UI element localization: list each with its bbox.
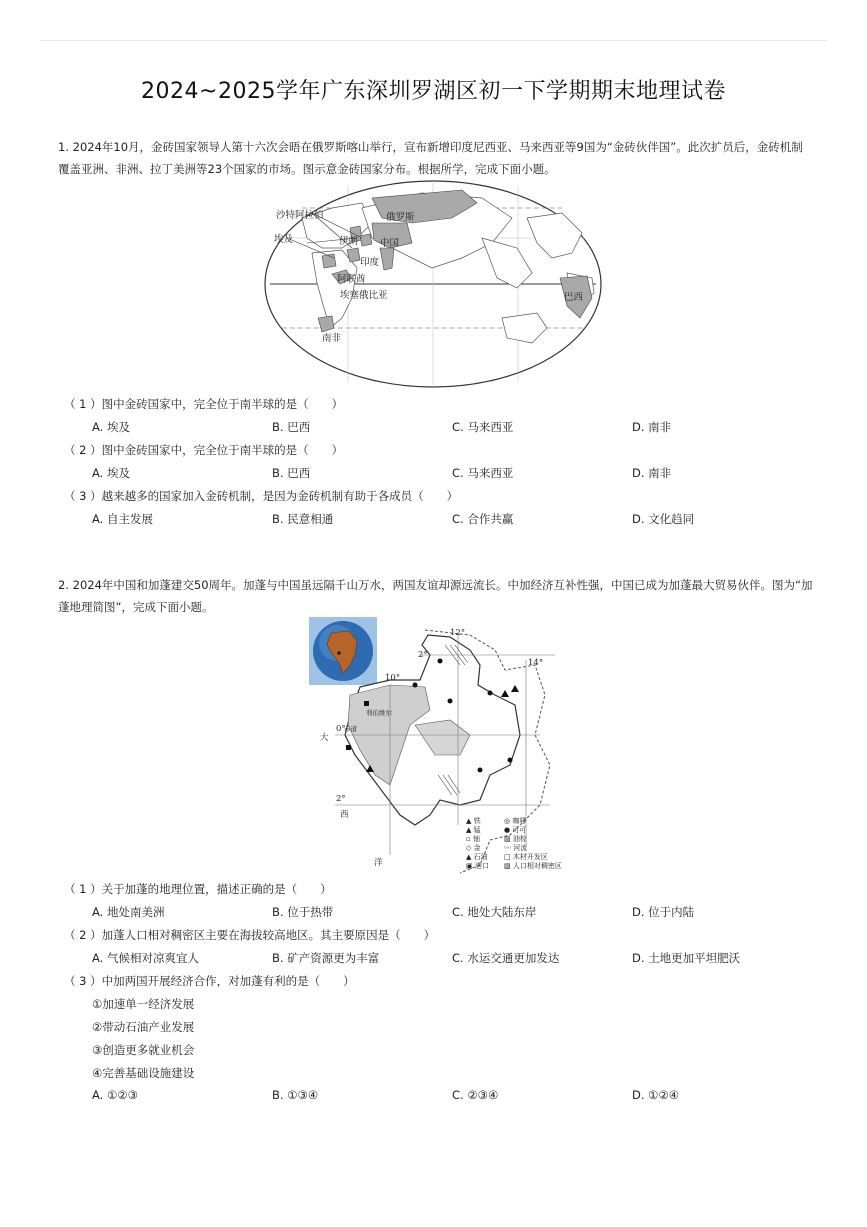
q2-sub3: （ 3 ）中加两国开展经济合作，对加蓬有利的是（ ） [64, 974, 355, 988]
legend-manganese: ▲ 锰 [466, 826, 481, 834]
legend-river: 〰 河流 [504, 844, 528, 852]
label-libreville: 利伯维尔 [366, 709, 392, 717]
label-atlantic-yang: 洋 [374, 858, 383, 868]
q2-sub2-option-b[interactable]: B. 矿产资源更为丰富 [272, 951, 380, 965]
q1-sub3-option-a[interactable]: A. 自主发展 [92, 512, 153, 526]
label-lat2s: 2° [336, 794, 346, 804]
q2-sub3-statement-4: ④完善基础设施建设 [92, 1066, 195, 1080]
label-egypt: 埃及 [274, 234, 294, 245]
label-china: 中国 [380, 238, 400, 249]
q1-sub1-option-b[interactable]: B. 巴西 [272, 420, 311, 434]
q2-sub1-option-a[interactable]: A. 地处南美洲 [92, 905, 165, 919]
q1-sub3-option-d[interactable]: D. 文化趋同 [632, 512, 695, 526]
q1-sub3: （ 3 ）越来越多的国家加入金砖机制，是因为金砖机制有助于各成员（ ） [64, 489, 459, 503]
q2-sub3-statement-1: ①加速单一经济发展 [92, 997, 195, 1011]
legend-coffee: ◎ 咖啡 [504, 817, 527, 825]
legend-petroleum: ▲ 石油 [466, 853, 488, 861]
q1-stem: 1. 2024年10月，金砖国家领导人第十六次会晤在俄罗斯喀山举行，宣布新增印度尼西亚、马来西亚等9国为“金砖伙伴国”。此次扩员后，金砖机制覆盖亚洲、非洲、拉丁美洲等23个国家的市场。图示意金砖国家分布。根据所学，完成下面小题。 [58, 140, 803, 176]
legend-oil-palm: ▨ 油棕 [504, 835, 527, 843]
legend-cocoa: ● 可可 [504, 826, 527, 834]
q2-sub3-statement-3: ③创造更多就业机会 [92, 1043, 195, 1057]
label-lat2n: 2° [418, 650, 428, 660]
q2-sub1-option-b[interactable]: B. 位于热带 [272, 905, 334, 919]
q2-sub2: （ 2 ）加蓬人口相对稠密区主要在海拔较高地区。其主要原因是（ ） [64, 928, 436, 942]
label-south-africa: 南非 [322, 333, 342, 344]
label-lon14: 14° [528, 658, 544, 668]
q2-sub1-option-c[interactable]: C. 地处大陆东岸 [452, 905, 537, 919]
legend-timber: □ 木材开发区 [504, 853, 548, 861]
label-atlantic-xi: 西 [340, 810, 349, 820]
legend-port: ▣ 港口 [466, 862, 489, 870]
label-uae: 阿联酋 [337, 274, 366, 285]
label-brazil: 巴西 [564, 292, 584, 303]
label-iran: 伊朗 [339, 236, 359, 247]
q2-sub3-statement-2: ②带动石油产业发展 [92, 1020, 195, 1034]
q1-sub2-option-b[interactable]: B. 巴西 [272, 466, 311, 480]
q1-sub1-option-c[interactable]: C. 马来西亚 [452, 420, 514, 434]
q2-sub2-option-d[interactable]: D. 土地更加平坦肥沃 [632, 951, 741, 965]
q1-sub3-option-c[interactable]: C. 合作共赢 [452, 512, 514, 526]
label-equator: 赤道 [344, 725, 357, 733]
label-india: 印度 [360, 257, 380, 268]
q2-sub2-option-a[interactable]: A. 气候相对凉爽宜人 [92, 951, 199, 965]
label-ethiopia: 埃塞俄比亚 [340, 290, 388, 301]
q2-sub3-option-b[interactable]: B. ①③④ [272, 1088, 319, 1102]
q2-stem: 2. 2024年中国和加蓬建交50周年。加蓬与中国虽远隔千山万水，两国友谊却源远流长。中加经济互补性强，中国已成为加蓬最大贸易伙伴。图为“加蓬地理简图”，完成下面小题。 [58, 578, 813, 614]
label-atlantic-da: 大 [320, 733, 329, 743]
q1-sub2-option-a[interactable]: A. 埃及 [92, 466, 130, 480]
label-lat0: 0° [336, 724, 346, 734]
map-legend [466, 816, 562, 870]
legend-uranium: ▫ 铀 [466, 835, 480, 843]
q1-sub2-option-d[interactable]: D. 南非 [632, 466, 672, 480]
q1-sub3-option-b[interactable]: B. 民意相通 [272, 512, 334, 526]
legend-iron: ▲ 铁 [466, 817, 481, 825]
q1-sub1: （ 1 ）图中金砖国家中，完全位于南半球的是（ ） [64, 397, 344, 411]
brics-world-map [262, 178, 604, 390]
q2-sub2-option-c[interactable]: C. 水运交通更加发达 [452, 951, 560, 965]
q1-sub1-option-a[interactable]: A. 埃及 [92, 420, 130, 434]
legend-dense-population: ▨ 人口相对稠密区 [504, 862, 562, 870]
gabon-map [320, 625, 562, 877]
q2-sub1: （ 1 ）关于加蓬的地理位置，描述正确的是（ ） [64, 882, 332, 896]
q2-sub3-option-c[interactable]: C. ②③④ [452, 1088, 499, 1102]
q1-sub1-option-d[interactable]: D. 南非 [632, 420, 672, 434]
label-lon10: 10° [385, 673, 401, 683]
q1-sub2: （ 2 ）图中金砖国家中，完全位于南半球的是（ ） [64, 443, 344, 457]
q2-sub3-option-d[interactable]: D. ①②④ [632, 1088, 680, 1102]
label-lon12: 12° [450, 628, 466, 638]
legend-gold: ◇ 金 [466, 844, 481, 852]
q1-sub2-option-c[interactable]: C. 马来西亚 [452, 466, 514, 480]
q2-sub1-option-d[interactable]: D. 位于内陆 [632, 905, 695, 919]
label-saudi: 沙特阿拉伯 [276, 210, 324, 221]
label-russia: 俄罗斯 [386, 212, 415, 223]
header-divider [40, 40, 827, 41]
page-title: 2024~2025学年广东深圳罗湖区初一下学期期末地理试卷 [141, 79, 726, 104]
q2-sub3-option-a[interactable]: A. ①②③ [92, 1088, 138, 1102]
